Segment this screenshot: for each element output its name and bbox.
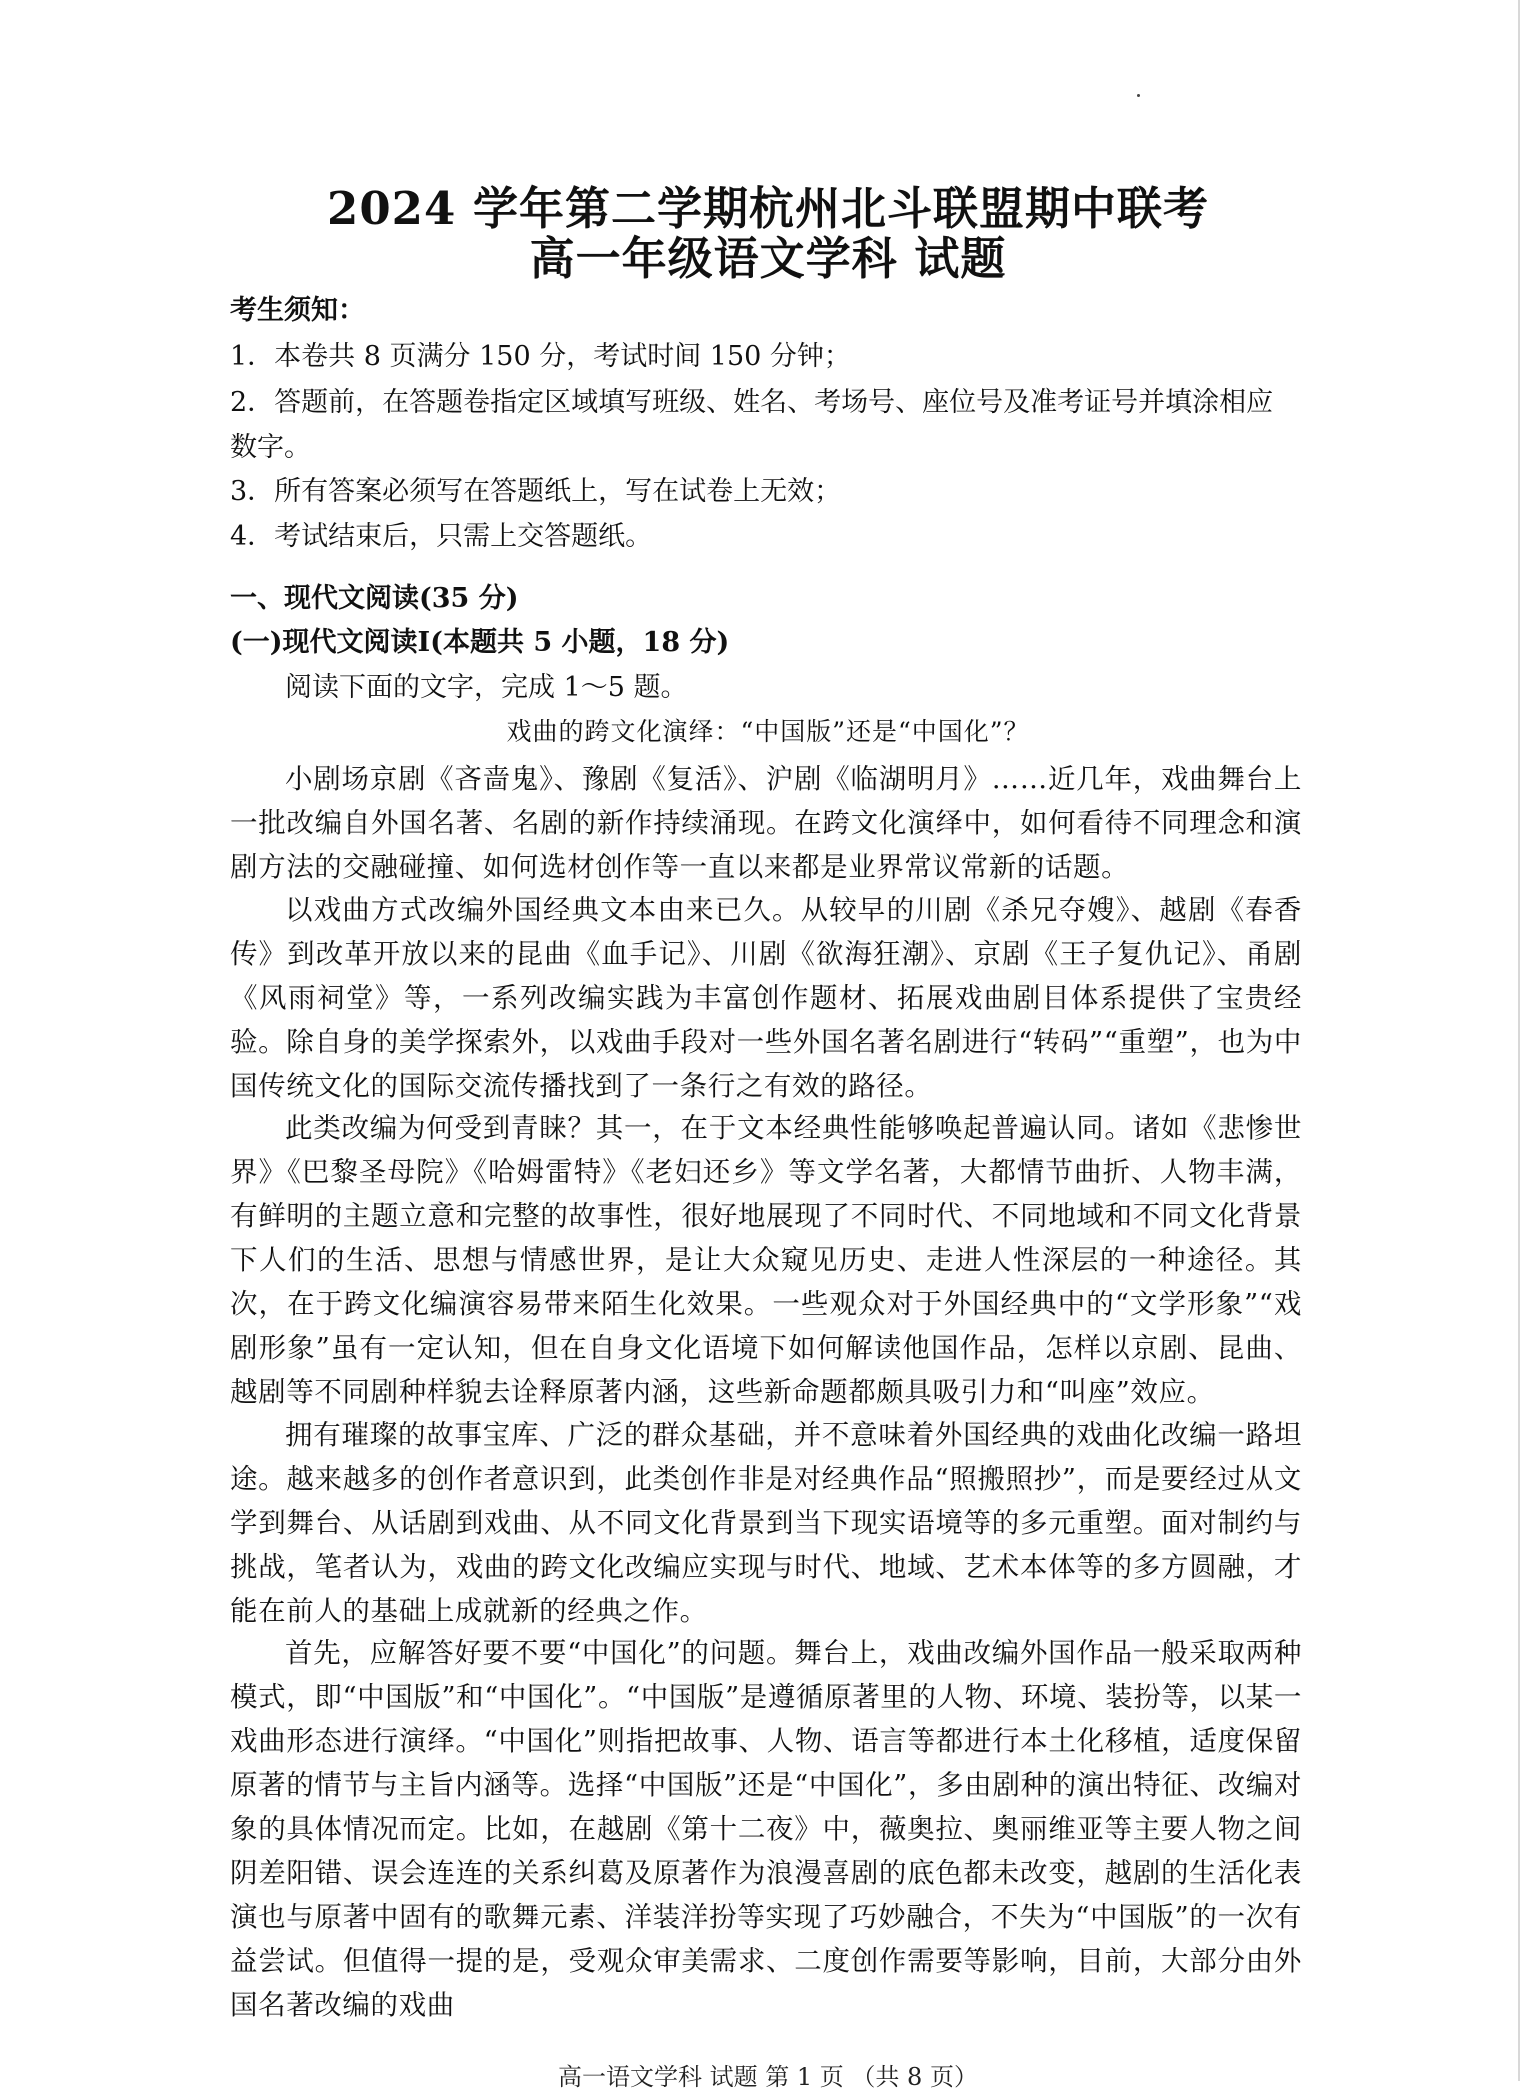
scan-edge-line — [1518, 0, 1520, 2081]
notice-item: 2．答题前，在答题卷指定区域填写班级、姓名、考场号、座位号及准考证号并填涂相应数字。 — [230, 387, 1274, 463]
notice-heading: 考生须知： — [230, 295, 365, 326]
notice-item: 3．所有答案必须写在答题纸上，写在试卷上无效； — [230, 476, 842, 507]
article-title: 戏曲的跨文化演绎：“中国版”还是“中国化”？ — [506, 717, 1030, 746]
article-paragraph: 以戏曲方式改编外国经典文本由来已久。从较早的川剧《杀兄夺嫂》、越剧《春香传》到改革开放以来的昆曲《血手记》、川剧《欲海狂潮》、京剧《王子复仇记》、甬剧《风雨祠堂》等，一系列改编实践为丰富创作题材、拓展戏曲剧目体系提供了宝贵经验。除自身的美学探索外，以戏曲手段对一些外国名著名剧进行“转码”“重塑”，也为中国传统文化的国际交流传播找到了一条行之有效的路径。 — [230, 894, 1302, 1102]
notice-item: 4．考试结束后，只需上交答题纸。 — [230, 521, 653, 552]
section-heading: 一、现代文阅读(35 分) — [230, 583, 519, 614]
reading-instruction: 阅读下面的文字，完成 1～5 题。 — [285, 672, 688, 703]
exam-title: 2024 学年第二学期杭州北斗联盟期中联考 — [327, 182, 1209, 235]
article-paragraph: 首先，应解答好要不要“中国化”的问题。舞台上，戏曲改编外国作品一般采取两种模式，即“中国版”和“中国化”。“中国版”是遵循原著里的人物、环境、装扮等，以某一戏曲形态进行演绎。“中国化”则指把故事、人物、语言等都进行本土化移植，适度保留原著的情节与主旨内涵等。选择“中国版”还是“中国化”，多由剧种的演出特征、改编对象的具体情况而定。比如，在越剧《第十二夜》中，薇奥拉、奥丽维亚等主要人物之间阴差阳错、误会连连的关系纠葛及原著作为浪漫喜剧的底色都未改变，越剧的生活化表演也与原著中固有的歌舞元素、洋装洋扮等实现了巧妙融合，不失为“中国版”的一次有益尝试。但值得一提的是，受观众审美需求、二度创作需要等影响，目前，大部分由外国名著改编的戏曲 — [230, 1637, 1302, 2021]
scan-speck — [1137, 94, 1140, 97]
page-footer: 高一语文学科 试题 第 1 页 （共 8 页） — [558, 2063, 978, 2091]
article-paragraph: 拥有璀璨的故事宝库、广泛的群众基础，并不意味着外国经典的戏曲化改编一路坦途。越来越多的创作者意识到，此类创作非是对经典作品“照搬照抄”，而是要经过从文学到舞台、从话剧到戏曲、从不同文化背景到当下现实语境等的多元重塑。面对制约与挑战，笔者认为，戏曲的跨文化改编应实现与时代、地域、艺术本体等的多方圆融，才能在前人的基础上成就新的经典之作。 — [230, 1419, 1302, 1627]
article-paragraph: 此类改编为何受到青睐？其一，在于文本经典性能够唤起普遍认同。诸如《悲惨世界》《巴黎圣母院》《哈姆雷特》《老妇还乡》等文学名著，大都情节曲折、人物丰满，有鲜明的主题立意和完整的故事性，很好地展现了不同时代、不同地域和不同文化背景下人们的生活、思想与情感世界，是让大众窥见历史、走进人性深层的一种途径。其次，在于跨文化编演容易带来陌生化效果。一些观众对于外国经典中的“文学形象”“戏剧形象”虽有一定认知，但在自身文化语境下如何解读他国作品，怎样以京剧、昆曲、越剧等不同剧种样貌去诠释原著内涵，这些新命题都颇具吸引力和“叫座”效应。 — [230, 1112, 1302, 1408]
subsection-heading: (一)现代文阅读Ⅰ(本题共 5 小题，18 分) — [230, 627, 730, 658]
notice-item: 1．本卷共 8 页满分 150 分，考试时间 150 分钟； — [230, 341, 851, 372]
article-paragraph: 小剧场京剧《吝啬鬼》、豫剧《复活》、沪剧《临湖明月》……近几年，戏曲舞台上一批改编自外国名著、名剧的新作持续涌现。在跨文化演绎中，如何看待不同理念和演剧方法的交融碰撞、如何选材创作等一直以来都是业界常议常新的话题。 — [230, 763, 1302, 883]
exam-subtitle: 高一年级语文学科 试题 — [529, 232, 1007, 285]
